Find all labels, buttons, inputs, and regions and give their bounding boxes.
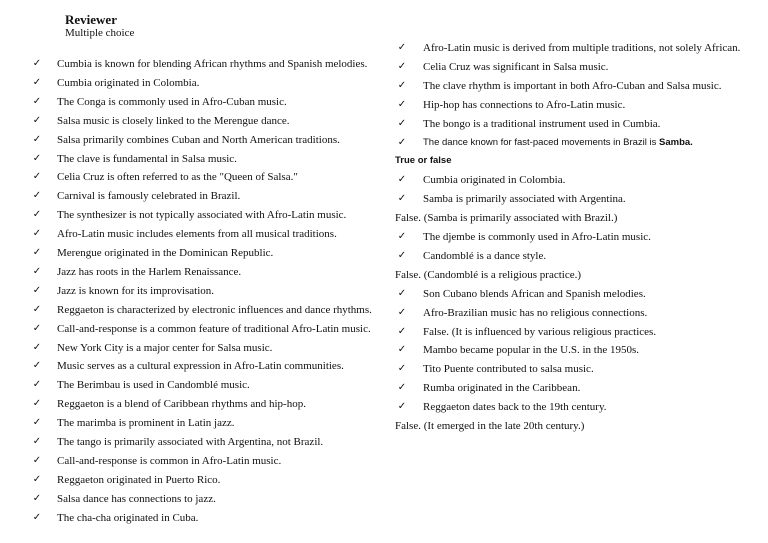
list-item-text: Cumbia originated in Colombia. [423, 174, 566, 187]
list-item-text: Cumbia originated in Colombia. [57, 76, 200, 89]
answer-note-text: False. (It emerged in the late 20th century.) [395, 420, 585, 432]
check-icon: ✓ [32, 247, 42, 258]
list-item-text: False. (It is influenced by various religious practices. [423, 325, 657, 338]
check-icon: ✓ [32, 76, 42, 88]
list-item-text: Reggaeton dates back to the 19th century. [423, 401, 607, 414]
check-icon: ✓ [397, 325, 407, 337]
check-icon: ✓ [32, 341, 42, 353]
list-item-text: New York City is a major center for Salsa music. [57, 341, 273, 354]
list-item-text: Carnival is famously celebrated in Brazil. [57, 190, 241, 203]
list-item-text: Merengue originated in the Dominican Republic. [57, 247, 274, 259]
check-icon: ✓ [397, 382, 407, 394]
list-item-answer: Samba. [659, 136, 693, 148]
check-icon: ✓ [397, 306, 407, 318]
check-icon: ✓ [32, 492, 42, 504]
list-item-text: Jazz is known for its improvisation. [57, 284, 215, 297]
check-icon: ✓ [32, 322, 42, 334]
check-icon: ✓ [32, 228, 42, 240]
check-icon: ✓ [397, 174, 407, 186]
check-icon: ✓ [32, 303, 42, 315]
list-item-text-main: The dance known for fast-paced movements in Brazil is [423, 136, 660, 148]
check-icon: ✓ [32, 398, 42, 410]
list-item-text: Reggaeton is a blend of Caribbean rhythms and hip-hop. [57, 398, 306, 411]
list-item-text: The cha-cha originated in Cuba. [57, 511, 199, 524]
check-icon: ✓ [397, 60, 407, 72]
list-item-text: Cumbia is known for blending African rhythms and Spanish melodies. [57, 58, 368, 70]
check-icon: ✓ [32, 473, 42, 485]
check-icon: ✓ [397, 287, 407, 299]
check-icon: ✓ [397, 249, 407, 261]
list-item-text: Salsa music is closely linked to the Merengue dance. [57, 114, 290, 127]
list-item-text: Afro-Latin music includes elements from all musical traditions. [57, 228, 337, 241]
list-item-text: Afro-Brazilian music has no religious connections. [423, 306, 648, 319]
list-item-text: Son Cubano blends African and Spanish melodies. [423, 287, 646, 300]
check-icon: ✓ [32, 360, 42, 372]
list-item-text: The synthesizer is not typically associated with Afro-Latin music. [57, 209, 347, 222]
list-item-text: The tango is primarily associated with Argentina, not Brazil. [57, 436, 324, 448]
list-item-text [423, 134, 693, 152]
list-item-text: The clave is fundamental in Salsa music. [57, 152, 237, 165]
list-item-text: Call-and-response is a common feature of traditional Afro-Latin music. [57, 322, 371, 335]
list-item-text: The bongo is a traditional instrument used in Cumbia. [423, 117, 661, 130]
check-icon: ✓ [32, 284, 42, 296]
list-item-text: Hip-hop has connections to Afro-Latin music. [423, 98, 626, 111]
list-item-text: Candomblé is a dance style. [423, 249, 547, 262]
check-icon: ✓ [397, 231, 407, 242]
answer-note-text: False. (Candomblé is a religious practice.) [395, 268, 582, 281]
list-item-text: Jazz has roots in the Harlem Renaissance. [57, 265, 242, 278]
check-icon: ✓ [32, 190, 42, 202]
page-title: Reviewer [65, 12, 117, 27]
check-icon: ✓ [32, 58, 42, 69]
list-item-text: Celia Cruz was significant in Salsa music. [423, 60, 609, 73]
check-icon: ✓ [397, 401, 407, 413]
list-item-text: Afro-Latin music is derived from multiple traditions, not solely African. [423, 42, 741, 54]
list-item-text: Samba is primarily associated with Argentina. [423, 193, 626, 206]
list-item-text: Mambo became popular in the U.S. in the 1950s. [423, 344, 639, 357]
list-item-text: Salsa dance has connections to jazz. [57, 492, 216, 505]
answer-note-text: False. (Samba is primarily associated with Brazil.) [395, 212, 618, 225]
page-subtitle: Multiple choice [65, 27, 135, 39]
check-icon: ✓ [32, 95, 42, 107]
list-item-text: The Conga is commonly used in Afro-Cuban music. [57, 95, 287, 108]
check-icon: ✓ [397, 363, 407, 375]
list-item-text: Celia Cruz is often referred to as the "Queen of Salsa." [57, 171, 298, 184]
list-item-text: Reggaeton is characterized by electronic influences and dance rhythms. [57, 303, 372, 316]
list-item-text: The clave rhythm is important in both Afro-Cuban and Salsa music. [423, 79, 722, 92]
check-icon: ✓ [32, 209, 42, 221]
list-item-text: The marimba is prominent in Latin jazz. [57, 417, 235, 430]
check-icon: ✓ [32, 417, 42, 429]
section-heading-text: True or false [395, 155, 452, 167]
list-item-text: Reggaeton originated in Puerto Rico. [57, 473, 221, 486]
check-icon: ✓ [32, 114, 42, 126]
check-icon: ✓ [32, 152, 42, 164]
check-icon: ✓ [32, 265, 42, 277]
check-icon: ✓ [397, 98, 407, 110]
check-icon: ✓ [32, 511, 42, 523]
check-icon: ✓ [397, 79, 407, 91]
check-icon: ✓ [397, 344, 407, 356]
check-icon: ✓ [32, 379, 42, 391]
check-icon: ✓ [397, 117, 407, 129]
check-icon: ✓ [32, 436, 42, 447]
list-item-text: Music serves as a cultural expression in Afro-Latin communities. [57, 360, 344, 373]
list-item-text: Rumba originated in the Caribbean. [423, 382, 581, 395]
list-item-text: Salsa primarily combines Cuban and North American traditions. [57, 133, 340, 146]
check-icon: ✓ [397, 136, 407, 148]
list-item-text: Call-and-response is common in Afro-Latin music. [57, 454, 282, 467]
check-icon: ✓ [397, 42, 407, 53]
check-icon: ✓ [32, 133, 42, 145]
check-icon: ✓ [32, 171, 42, 183]
list-item-text: The djembe is commonly used in Afro-Latin music. [423, 231, 651, 243]
list-item-text: Tito Puente contributed to salsa music. [423, 363, 594, 376]
list-item-text: The Berimbau is used in Candomblé music. [57, 379, 250, 392]
check-icon: ✓ [397, 193, 407, 205]
check-icon: ✓ [32, 454, 42, 466]
